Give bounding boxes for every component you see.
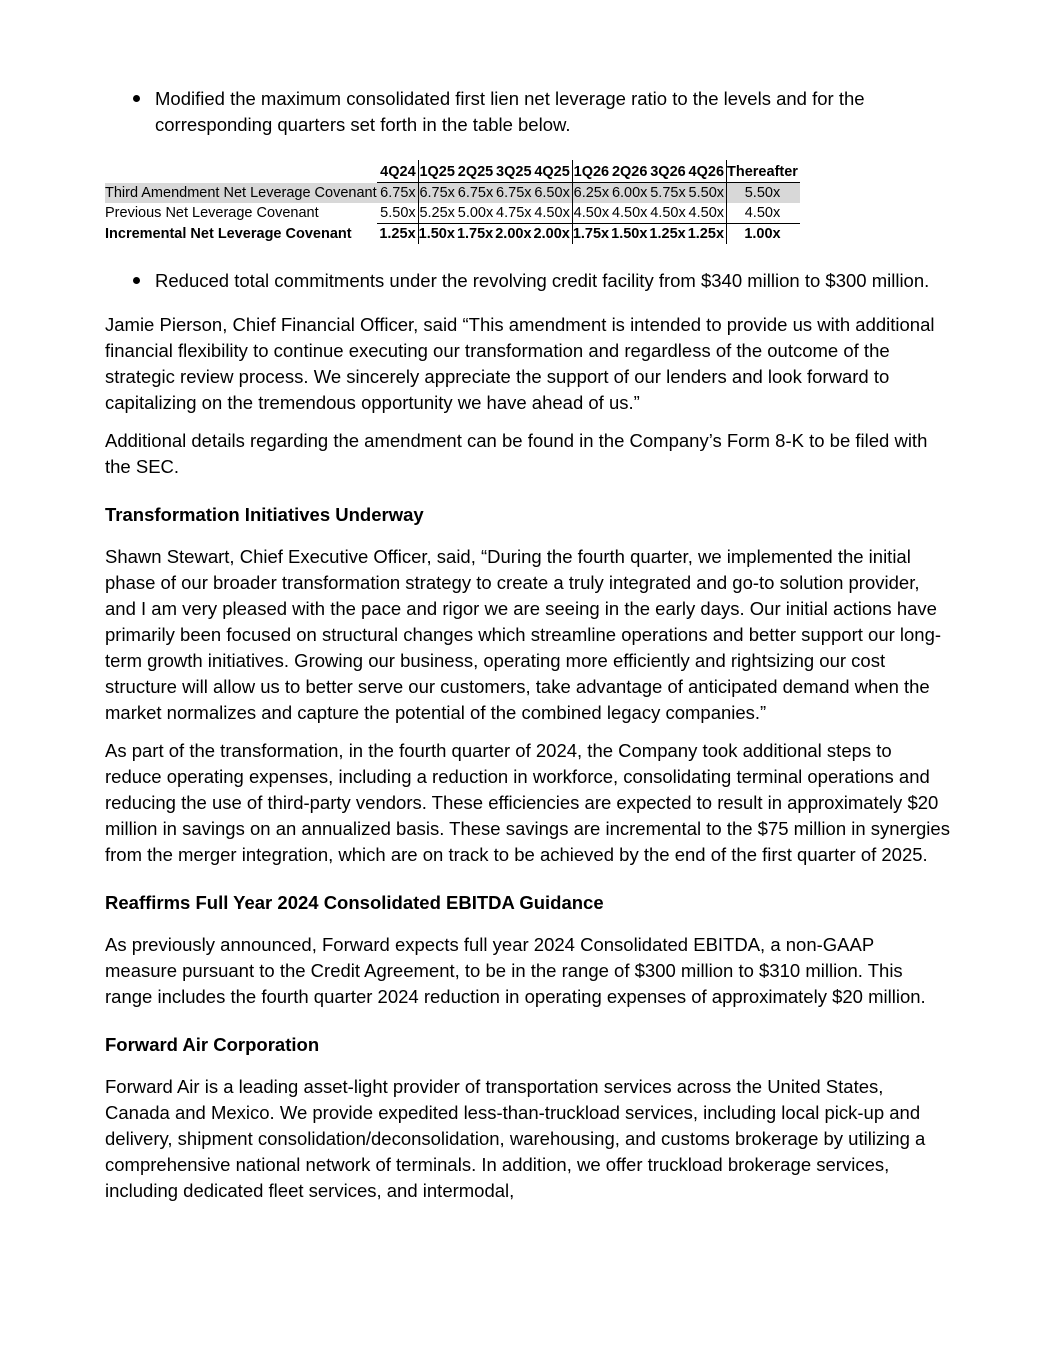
table-cell: 1.25x [377, 224, 419, 245]
table-row [105, 183, 800, 204]
table-cell: 6.75x [418, 183, 457, 204]
table-row [105, 203, 800, 224]
table-cell: 6.75x [495, 183, 533, 204]
heading-forward-air-corporation: Forward Air Corporation [105, 1034, 320, 1055]
net-leverage-covenant-table [105, 160, 800, 244]
table-row-label: Incremental Net Leverage Covenant [105, 225, 352, 242]
table-cell: 4.50x [727, 203, 800, 224]
table-corner-cell [105, 160, 377, 183]
table-cell: 6.50x [534, 183, 573, 204]
table-header-4q25: 4Q25 [534, 160, 573, 183]
covenant-table-body [105, 183, 800, 245]
table-cell: 1.75x [457, 224, 495, 245]
bullet-text: Modified the maximum consolidated first lien net leverage ratio to the levels and for the corresponding quarters set forth in the table below. [155, 88, 865, 135]
paragraph-cfo-quote: Jamie Pierson, Chief Financial Officer, said “This amendment is intended to provide us with additional financial flexibility to continue executing our transformation and regardless of the outcome of the strategic review process. We sincerely appreciate the support of our lenders and look forward to capitalizing on the tremendous opportunity we have ahead of us.” [105, 314, 935, 413]
paragraph-company-description: Forward Air is a leading asset-light provider of transportation services across the United States, Canada and Mexico. We provide expedited less-than-truckload services, including local pick-up and delivery, shipment consolidation/deconsolidation, warehousing, and customs brokerage by utilizing a comprehensive national network of terminals. In addition, we offer truckload brokerage services, including dedicated fleet services, and intermodal, [105, 1076, 926, 1201]
table-cell: 2.00x [534, 224, 573, 245]
paragraph-transformation-detail: As part of the transformation, in the fourth quarter of 2024, the Company took additional steps to reduce operating expenses, including a reduction in workforce, consolidating terminal operations and reducing the use of third-party vendors. These efficiencies are expected to result in approximately $20 million in savings on an annualized basis. These savings are incremental to the $75 million in synergies from the merger integration, which are on track to be achieved by the end of the first quarter of 2025. [105, 740, 950, 865]
covenant-table-header-row [105, 160, 800, 183]
table-header-4q26: 4Q26 [688, 160, 727, 183]
heading-ebitda-guidance: Reaffirms Full Year 2024 Consolidated EBITDA Guidance [105, 892, 604, 913]
table-row [105, 224, 800, 245]
heading-transformation-initiatives: Transformation Initiatives Underway [105, 504, 424, 525]
table-cell: 4.50x [650, 205, 686, 221]
table-cell: 5.25x [418, 203, 457, 224]
table-cell: 4.50x [611, 205, 648, 221]
table-cell: 1.75x [572, 224, 611, 245]
table-cell: 1.50x [611, 224, 649, 245]
paragraph-additional-details: Additional details regarding the amendment can be found in the Company’s Form 8-K to be filed with the SEC. [105, 430, 928, 477]
bullet-modified-leverage-ratio [105, 86, 950, 138]
table-cell: 5.50x [380, 205, 416, 221]
covenant-table-head [105, 160, 800, 183]
bullet-text: Reduced total commitments under the revolving credit facility from $340 million to $300 million. [155, 270, 930, 291]
table-cell: 4.50x [534, 205, 570, 221]
table-header-1q26: 1Q26 [572, 160, 611, 183]
table-cell: 5.00x [457, 205, 494, 221]
table-cell: 5.75x [649, 183, 687, 204]
table-cell: 5.50x [688, 183, 727, 204]
table-cell: 5.50x [727, 183, 800, 204]
table-header-1q25: 1Q25 [418, 160, 457, 183]
paragraph-guidance-detail: As previously announced, Forward expects full year 2024 Consolidated EBITDA, a non-GAAP measure pursuant to the Credit Agreement, to be in the range of $300 million to $310 million. This range includes the fourth quarter 2024 reduction in operating expenses of approximately $20 million. [105, 934, 926, 1007]
table-header-4q24: 4Q24 [377, 160, 419, 183]
bullet-dot-icon [133, 277, 140, 284]
table-cell: 6.25x [572, 183, 611, 204]
table-cell: 1.50x [418, 224, 457, 245]
table-row-label: Third Amendment Net Leverage Covenant [105, 183, 377, 204]
paragraph-ceo-quote: Shawn Stewart, Chief Executive Officer, said, “During the fourth quarter, we implemented the initial phase of our broader transformation strategy to create a truly integrated and go-to solution provider, and I am very pleased with the pace and rigor we are seeing in the early days. Our initial actions have primarily been focused on structural changes which streamline operations and better support our long-term growth initiatives. Growing our business, operating more efficiently and rightsizing our cost structure will allow us to better serve our customers, take advantage of anticipated demand when the market normalizes and capture the potential of the combined legacy companies.” [105, 546, 942, 723]
table-header-2q26: 2Q26 [611, 160, 649, 183]
table-cell: 4.50x [688, 205, 725, 221]
table-cell: 4.50x [572, 203, 611, 224]
table-header-3q25: 3Q25 [495, 160, 533, 183]
bullet-list-second [105, 268, 950, 294]
table-row-label: Previous Net Leverage Covenant [105, 205, 319, 222]
table-cell: 1.25x [649, 224, 687, 245]
table-cell: 1.00x [727, 224, 800, 245]
bullet-dot-icon [133, 95, 140, 102]
table-cell: 2.00x [495, 224, 533, 245]
table-header-2q25: 2Q25 [457, 160, 495, 183]
table-header-thereafter: Thereafter [727, 160, 800, 183]
table-cell: 1.25x [688, 224, 727, 245]
table-cell: 6.00x [611, 183, 649, 204]
table-header-3q26: 3Q26 [649, 160, 687, 183]
table-cell: 4.75x [496, 205, 532, 221]
table-cell: 6.75x [377, 183, 419, 204]
bullet-list-top [105, 86, 950, 138]
bullet-reduced-commitments [105, 268, 950, 294]
table-cell: 6.75x [457, 183, 495, 204]
